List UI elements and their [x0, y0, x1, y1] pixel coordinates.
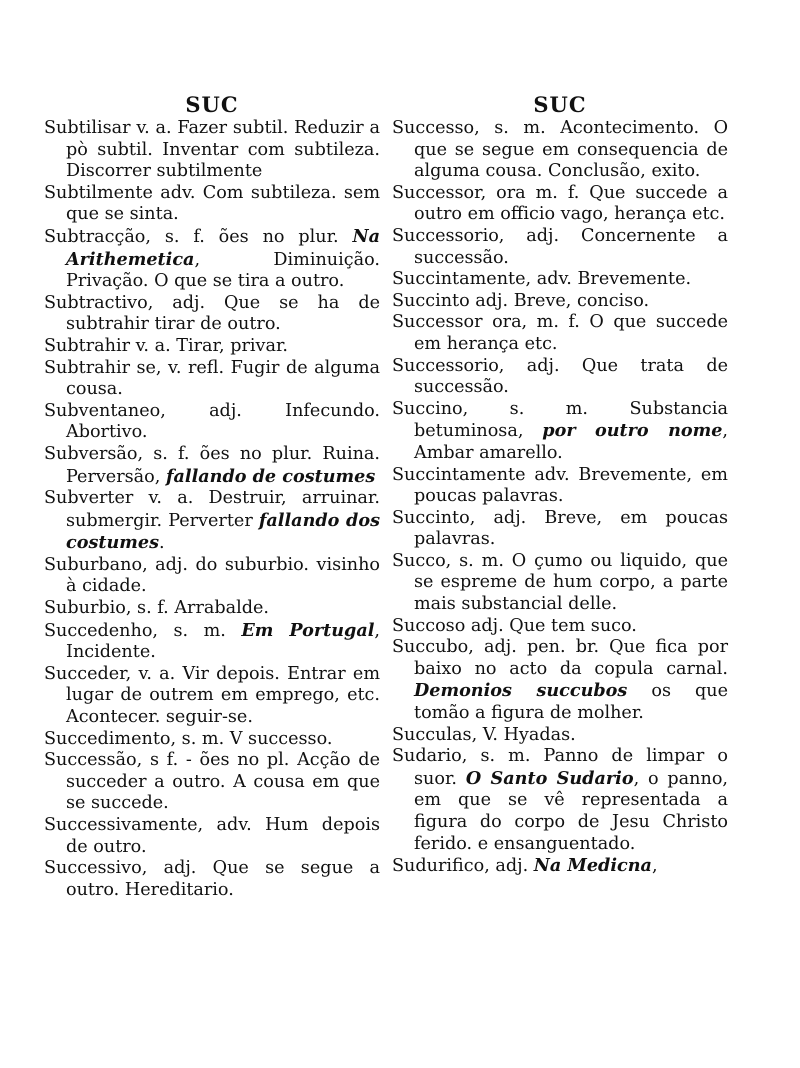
dictionary-entry [392, 465, 728, 508]
entry-text: Succo, s. m. O çumo ou liquido, que se espreme de hum corpo, a parte mais substancial delle. [392, 550, 728, 615]
dictionary-entry [392, 226, 728, 269]
entry-text: Suburbio, s. f. Arrabalde. [44, 598, 269, 619]
dictionary-entry [392, 183, 728, 226]
entry-text: Subtrahir se, v. refl. Fugir de alguma cousa. [44, 357, 380, 400]
entry-italic-gloss: O Santo Sudario [465, 767, 634, 789]
right-column [392, 92, 728, 878]
entry-italic-gloss: Na Arithemetica [66, 225, 380, 270]
entry-text: Successor ora, m. f. O que succede em herança etc. [392, 312, 728, 354]
entry-text: Sudurifico, adj. [392, 856, 534, 877]
entry-tail: , Ambar amarello. [414, 421, 728, 463]
entry-text: Subtrahir v. a. Tirar, privar. [44, 335, 289, 356]
entry-italic-gloss: fallando de costumes [165, 465, 376, 487]
right-column-header: SUC [533, 92, 587, 117]
dictionary-entry [392, 399, 728, 465]
dictionary-entry [44, 444, 380, 488]
entry-italic-gloss: Na Medicna [533, 855, 652, 877]
entry-text: Subtractivo, adj. Que se ha de subtrahir tirar de outro. [44, 292, 380, 335]
entry-text: Successorio, adj. Concernente a successão. [392, 225, 728, 268]
dictionary-entry [44, 815, 380, 858]
dictionary-entry [44, 401, 380, 444]
entry-text: Successivamente, adv. Hum depois de outro. [44, 815, 380, 857]
entry-text: Successorio, adj. Que trata de successão. [392, 355, 728, 398]
dictionary-entry [44, 664, 380, 729]
entry-italic-gloss: fallando dos costumes [66, 509, 380, 554]
entry-text: Sudario, s. m. Panno de limpar o suor. [392, 746, 728, 789]
dictionary-entry [392, 725, 728, 747]
entry-text: Suburbano, adj. do suburbio. visinho à cidade. [44, 554, 380, 597]
entry-tail: , o panno, em que se vê representada a figura do corpo de Jesu Christo ferido. e ensanguentado. [414, 768, 728, 854]
dictionary-entry [392, 616, 728, 638]
entry-text: Subversão, s. f. ões no plur. Ruina. Perversão, [44, 443, 380, 487]
entry-text: Succinto, adj. Breve, em poucas palavras. [392, 507, 728, 550]
dictionary-entry [44, 336, 380, 358]
dictionary-entry [44, 620, 380, 664]
dictionary-entry [392, 855, 728, 878]
entry-tail: , [651, 856, 658, 877]
dictionary-entry [44, 183, 380, 226]
entry-tail: , Diminuição. Privação. O que se tira a outro. [66, 249, 380, 292]
entry-text: Succintamente adv. Brevemente, em poucas palavras. [392, 464, 728, 507]
entry-text: Succintamente, adv. Brevemente. [392, 269, 692, 290]
entry-italic-gloss: Em Portugal [241, 619, 375, 641]
dictionary-entry [392, 746, 728, 855]
dictionary-entry [44, 293, 380, 336]
left-column-header: SUC [185, 92, 239, 117]
dictionary-entry [44, 358, 380, 401]
entry-italic-gloss: Demonios succubos [414, 680, 628, 702]
entry-text: Succoso adj. Que tem suco. [392, 615, 637, 636]
dictionary-entry [392, 508, 728, 551]
dictionary-entry [44, 858, 380, 901]
dictionary-entry [392, 356, 728, 399]
entry-text: Succino, s. m. Substancia betuminosa, [392, 398, 728, 442]
dictionary-entry [44, 226, 380, 293]
entry-text: Successão, s f. - ões no pl. Acção de succeder a outro. A cousa em que se succede. [44, 750, 380, 814]
dictionary-entry [44, 598, 380, 620]
dictionary-entry [44, 118, 380, 183]
entry-text: Successivo, adj. Que se segue a outro. Hereditario. [44, 858, 380, 900]
entry-text: Subtracção, s. f. ões no plur. [44, 226, 353, 247]
dictionary-entry [392, 637, 728, 724]
entry-text: Subtilmente adv. Com subtileza. sem que se sinta. [44, 182, 380, 225]
dictionary-entry [44, 555, 380, 598]
dictionary-entry [392, 551, 728, 616]
entry-text: Successo, s. m. Acontecimento. O que se segue em consequencia de alguma cousa. Conclusão, exito. [392, 118, 728, 182]
entry-text: Subtilisar v. a. Fazer subtil. Reduzir a pò subtil. Inventar com subtileza. Discorrer subtilmente [44, 118, 380, 182]
dictionary-entry [44, 729, 380, 751]
entry-text: Subventaneo, adj. Infecundo. Abortivo. [44, 400, 380, 443]
entry-text: Succedenho, s. m. [44, 620, 242, 641]
entry-text: Successor, ora m. f. Que succede a outro em officio vago, herança etc. [392, 182, 728, 225]
left-column [44, 92, 380, 901]
entry-text: Succulas, V. Hyadas. [392, 724, 576, 745]
dictionary-entry [44, 750, 380, 815]
dictionary-entry [392, 118, 728, 183]
entry-tail: os que tomão a figura de molher. [414, 681, 728, 724]
entry-italic-gloss: por outro nome [542, 420, 723, 442]
entry-text: Succedimento, s. m. V successo. [44, 728, 333, 749]
dictionary-entry [44, 488, 380, 555]
entry-text: Subverter v. a. Destruir, arruinar. submergir. Perverter [44, 488, 380, 531]
entry-text: Succeder, v. a. Vir depois. Entrar em lugar de outrem em emprego, etc. Acontecer. seguir-se. [44, 663, 380, 728]
entry-text: Succinto adj. Breve, conciso. [392, 290, 650, 311]
entry-tail: . [159, 533, 165, 554]
entry-tail: , Incidente. [66, 620, 380, 663]
dictionary-entry [392, 291, 728, 313]
dictionary-entry [392, 269, 728, 291]
dictionary-entry [392, 312, 728, 355]
entry-text: Succubo, adj. pen. br. Que fica por baixo no acto da copula carnal. [392, 637, 728, 679]
